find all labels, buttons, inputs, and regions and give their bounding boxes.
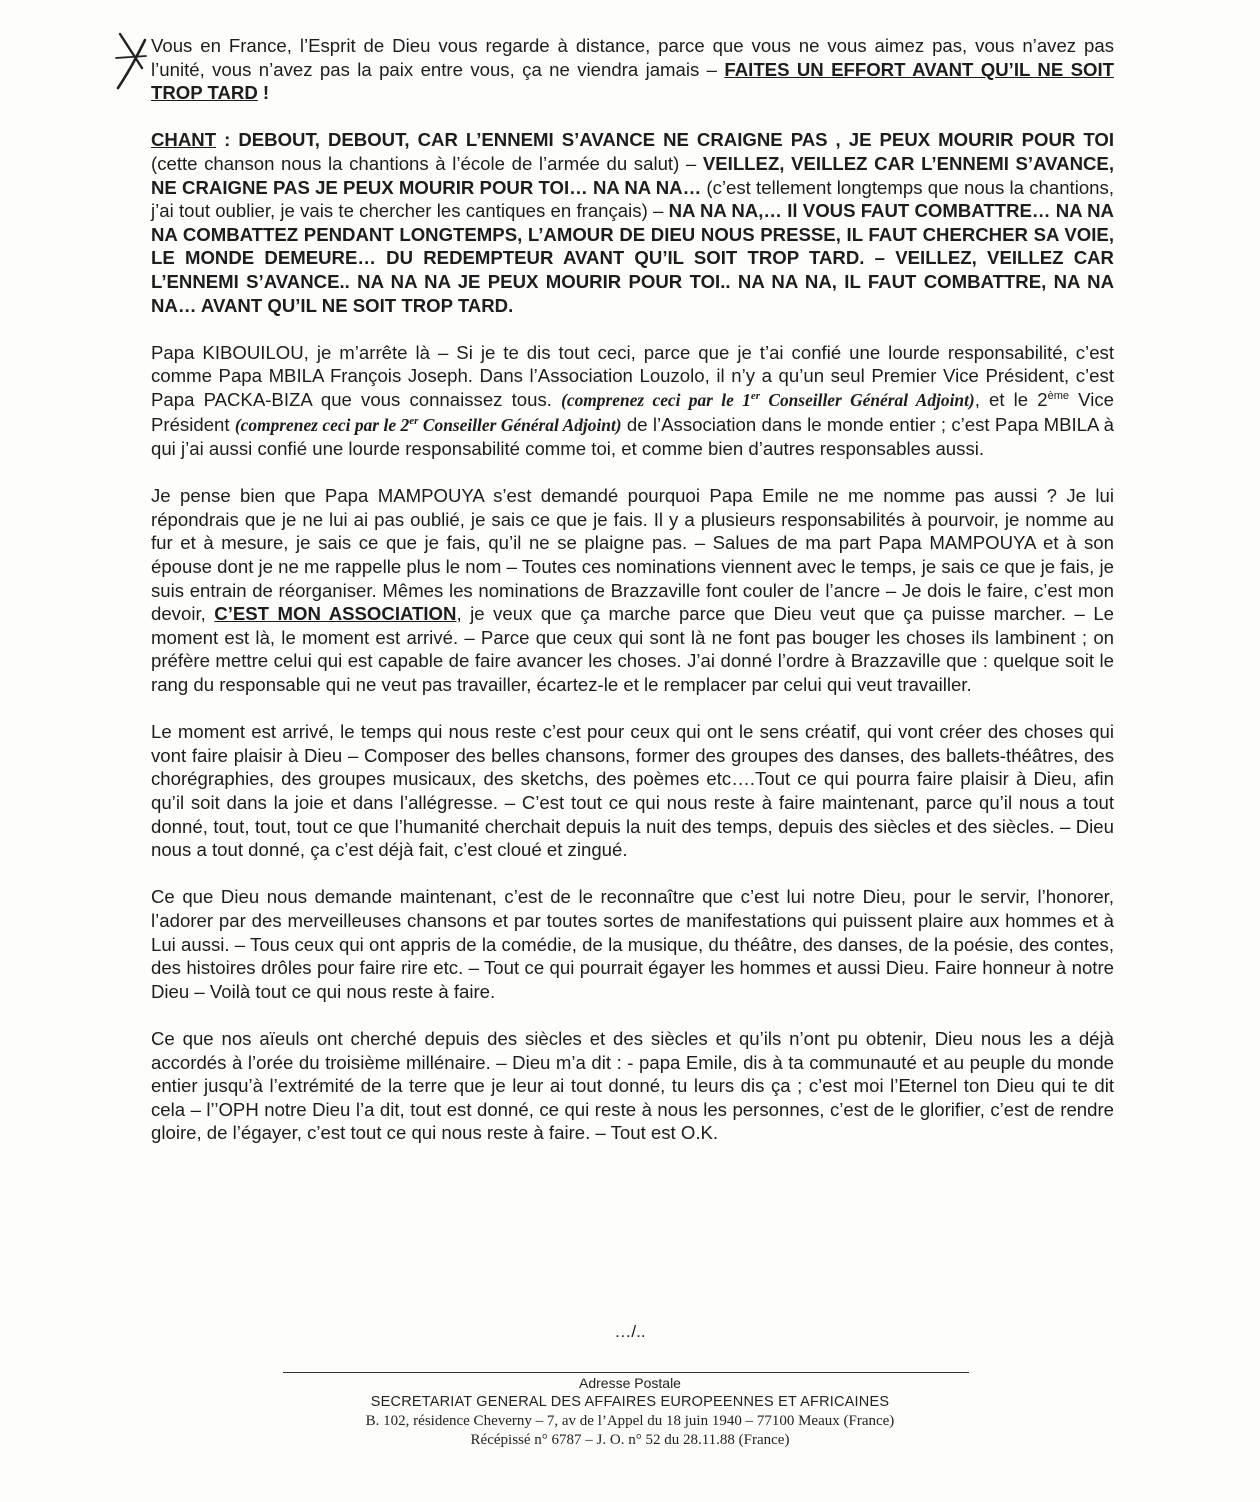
paragraph-7: Ce que nos aïeuls ont cherché depuis des siècles et des siècles et qu’ils n’ont pu obtenir, Dieu nous les a déjà accordés à l’orée du troisième millénaire. – Dieu m’a dit : - papa Emile, dis à ta communauté et au peuple du monde entier jusqu’à l’extrémité de la terre que je leur ai tout donné, tu leurs dis ça ; c’est moi l’Eternel ton Dieu qui te dit cela – l’’OPH notre Dieu l’a dit, tout est donné, ce qui reste à nous les personnes, c’est de le glorifier, c’est de rendre gloire, de l’égayer, c’est tout ce qui nous reste à faire. – Tout est O.K. [151, 1027, 1114, 1144]
paragraph-5: Le moment est arrivé, le temps qui nous reste c’est pour ceux qui ont le sens créatif, qui vont créer des choses qui vont faire plaisir à Dieu – Composer des belles chansons, former des groupes des danses, des ballets-théâtres, des chorégraphies, des groupes musicaux, des sketchs, des poèmes etc….Tout ce qui pourra faire plaisir à Dieu, afin qu’il soit dans la joie et dans l’allégresse. – C’est tout ce qui nous reste à faire maintenant, parce qu’il nous a tout donné, tout, tout, tout ce que l’humanité cherchait depuis la nuit des temps, depuis des siècles et des siècles. – Dieu nous a tout donné, ça c’est déjà fait, c’est cloué et zingué. [151, 721, 1114, 861]
footer-registration: Récépissé n° 6787 – J. O. n° 52 du 28.11.88 (France) [470, 1432, 790, 1448]
paragraph-4 [151, 484, 1114, 696]
paragraph-text: Papa KIBOUILOU, je m’arrête là – Si je te dis tout ceci, parce que je t’ai confié une lourde responsabilité, c’est comme Papa MBILA François Joseph. Dans l’Association Louzolo, il n’y a qu’un seul Premier Vice Président, c’est Papa PACKA-BIZA que vous connaissez tous. [151, 341, 1114, 410]
paragraph-text: , et le 2 [974, 388, 1048, 410]
chant-label: CHANT [151, 129, 217, 151]
paragraph-text: ! [257, 82, 270, 104]
letter-body [151, 34, 1114, 1169]
paragraph-2 [151, 128, 1114, 317]
footer-heading: Adresse Postale [579, 1375, 681, 1391]
continuation-marker: …/.. [614, 1322, 646, 1341]
song-lyrics: VEILLEZ, VEILLEZ CAR L’ENNEMI S’AVANCE, NE CRAIGNE PAS JE PEUX MOURIR POUR TOI… NA NA NA… [151, 152, 1114, 198]
footer-divider [283, 1372, 969, 1373]
paragraph-text: (cette chanson nous la chantions à l’école de l’armée du salut) – [151, 152, 703, 174]
song-lyrics: NA NA NA,… Il VOUS FAUT COMBATTRE… NA NA NA COMBATTEZ PENDANT LONGTEMPS, L’AMOUR DE DIEU NOUS PRESSE, IL FAUT CHERCHER SA VOIE, LE MONDE DEMEURE… DU REDEMPTEUR AVANT QU’IL SOIT TROP TARD. – VEILLEZ, VEILLEZ CAR L’ENNEMI S’AVANCE.. NA NA NA JE PEUX MOURIR POUR TOI.. NA NA NA, IL FAUT COMBATTRE, NA NA NA… AVANT QU’IL NE SOIT TROP TARD. [151, 200, 1114, 316]
paragraph-text: (c’est tellement longtemps que nous la chantions, j’ai tout oublier, je vais te chercher les cantiques en français) – [151, 176, 1114, 222]
handwritten-mark-icon [112, 30, 152, 92]
paragraph-text: Vice Président [151, 388, 1115, 435]
footer-organization: SECRETARIAT GENERAL DES AFFAIRES EUROPEENNES ET AFRICAINES [370, 1394, 890, 1410]
italic-note: (comprenez ceci par le 2er Conseiller Général Adjoint) [234, 414, 622, 435]
footer-address [0, 1374, 1260, 1450]
paragraph-text: Vous en France, l’Esprit de Dieu vous regarde à distance, parce que vous ne vous aimez pas, vous n’avez pas l’unité, vous n’avez pas la paix entre vous, ça ne viendra jamais – [151, 35, 1114, 80]
song-lyrics: : DEBOUT, DEBOUT, CAR L’ENNEMI S’AVANCE NE CRAIGNE PAS , JE PEUX MOURIR POUR TOI [216, 129, 1114, 151]
emphasis-text: C’EST MON ASSOCIATION [214, 603, 457, 625]
paragraph-1 [151, 34, 1114, 105]
paragraph-text: de l’Association dans le monde entier ; c’est Papa MBILA à qui j’ai aussi confié une lourde responsabilité comme toi, et comme bien d’autres responsables aussi. [151, 413, 1115, 460]
paragraph-text: , je veux que ça marche parce que Dieu veut que ça puisse marcher. – Le moment est là, le moment est arrivé. – Parce que ceux qui sont là ne font pas bouger les choses ils lambinent ; on préfère mettre celui qui est capable de faire avancer les choses. J’ai donné l’ordre à Brazzaville que : quelque soit le rang du responsable qui ne veut pas travailler, écartez-le et le remplacer par celui qui veut travailler. [151, 603, 1115, 696]
italic-note: (comprenez ceci par le 1er Conseiller Général Adjoint) [561, 389, 975, 410]
paragraph-6: Ce que Dieu nous demande maintenant, c’est de le reconnaître que c’est lui notre Dieu, pour le servir, l’honorer, l’adorer par des merveilleuses chansons et par toutes sortes de manifestations qui puissent plaire aux hommes et à Lui aussi. – Tous ceux qui ont appris de la comédie, de la musique, du théâtre, des danses, de la poésie, des contes, des histoires drôles pour faire rire etc. – Tout ce qui pourrait égayer les hommes et aussi Dieu. Faire honneur à notre Dieu – Voilà tout ce qui nous reste à faire. [151, 886, 1114, 1002]
footer-address-line: B. 102, résidence Cheverny – 7, av de l’Appel du 18 juin 1940 – 77100 Meaux (France) [365, 1413, 895, 1429]
superscript: ème [1047, 389, 1070, 402]
emphasis-text: FAITES UN EFFORT AVANT QU’IL NE SOIT TROP TARD [151, 58, 1114, 104]
paragraph-text: Je pense bien que Papa MAMPOUYA s’est demandé pourquoi Papa Emile ne me nomme pas aussi ? Je lui répondrais que je ne lui ai pas oublié, je sais ce que je fais. Il y a plusieurs responsabilités à pourvoir, je nomme au fur et à mesure, je sais ce que je fais, qu’il ne se plaigne pas. – Salues de ma part Papa MAMPOUYA et à son épouse dont je ne me rappelle plus le nom – Toutes ces nominations viennent avec le temps, je sais ce que je fais, je suis entrain de réorganiser. Mêmes les nominations de Brazzaville font couler de l’ancre – Je dois le faire, c’est mon devoir, [151, 485, 1114, 625]
paragraph-3 [151, 341, 1114, 461]
